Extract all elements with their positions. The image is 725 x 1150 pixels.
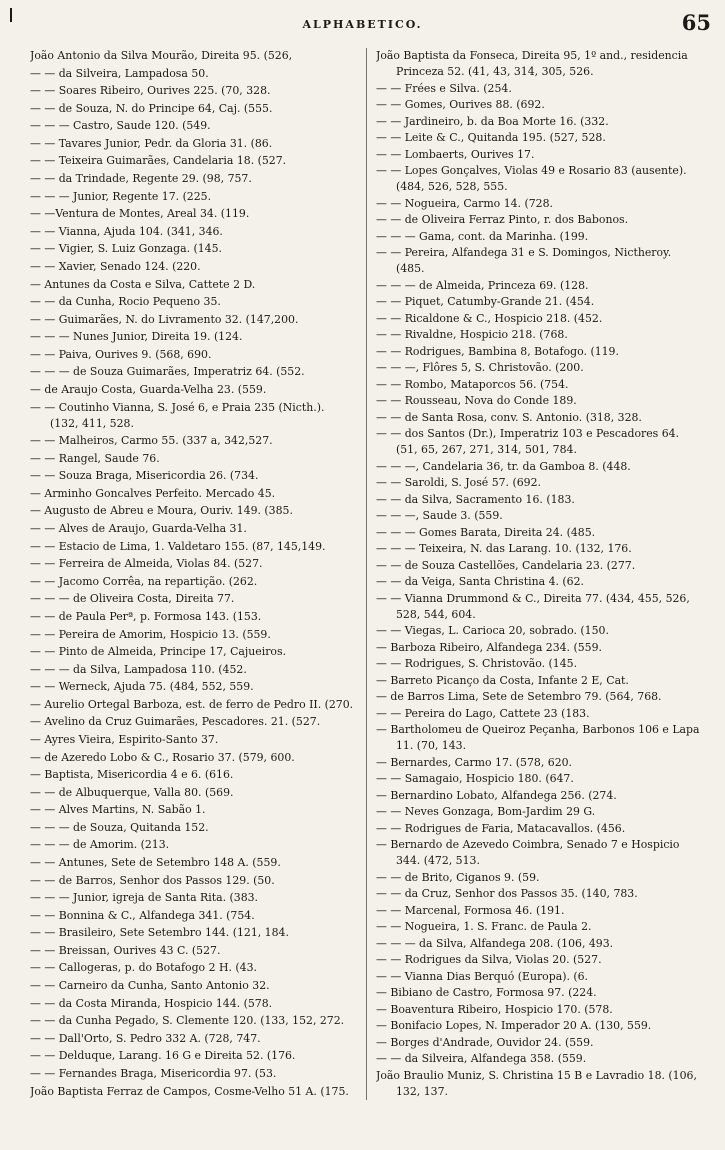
directory-entry: — — Rombo, Mataporcos 56. (754.: [376, 377, 569, 391]
directory-entry: — de Azeredo Lobo & C., Rosario 37. (579, 600.: [30, 750, 295, 764]
directory-entry: — — Rodrigues da Silva, Violas 20. (527.: [376, 953, 602, 966]
directory-entry: — — Neves Gonzaga, Bom-Jardim 29 G.: [376, 805, 596, 818]
directory-entry: — de Barros Lima, Sete de Setembro 79. (564, 768.: [376, 690, 662, 703]
directory-entry: — — — Junior, Regente 17. (225.: [30, 189, 212, 203]
directory-entry: — — — de Souza, Quitanda 152.: [30, 820, 209, 834]
directory-entry: — — Rousseau, Nova do Conde 189.: [376, 394, 577, 407]
directory-entry: — — — Nunes Junior, Direita 19. (124.: [30, 330, 243, 344]
directory-entry: João Braulio Muniz, S. Christina 15 B e Lavradio 18. (106, 132, 137.: [376, 1068, 697, 1098]
directory-entry: — Barboza Ribeiro, Alfandega 234. (559.: [376, 640, 602, 654]
directory-entry: — — Ricaldone & C., Hospicio 218. (452.: [376, 311, 603, 325]
directory-entry: — Bartholomeu de Queiroz Peçanha, Barbonos 106 e Lapa 11. (70, 143.: [376, 723, 700, 752]
directory-entry: — Barreto Picanço da Costa, Infante 2 E, Cat.: [376, 673, 629, 687]
directory-entry: — Ayres Vieira, Espirito-Santo 37.: [30, 732, 219, 746]
directory-entry: — — — Junior, igreja de Santa Rita. (383.: [30, 891, 259, 905]
directory-entry: — — Pereira do Lago, Cattete 23 (183.: [376, 706, 590, 720]
directory-entry: — Borges d'Andrade, Ouvidor 24. (559.: [376, 1035, 594, 1049]
directory-entry: — — — de Almeida, Princeza 69. (128.: [376, 278, 589, 292]
directory-entry: — — Soares Ribeiro, Ourives 225. (70, 328.: [30, 84, 271, 98]
directory-entry: — — Teixeira Guimarães, Candelaria 18. (527.: [30, 154, 287, 168]
directory-entry: — — Rodrigues, Bambina 8, Botafogo. (119.: [376, 344, 619, 358]
directory-entry: — — de Santa Rosa, conv. S. Antonio. (318, 328.: [376, 410, 642, 424]
directory-entry: — — da Veiga, Santa Christina 4. (62.: [376, 575, 584, 588]
left-column: [30, 48, 356, 1100]
directory-entry: — — Paiva, Ourives 9. (568, 690.: [30, 347, 212, 361]
directory-entry: — Antunes da Costa e Silva, Cattete 2 D.: [30, 277, 256, 291]
directory-entry: João Baptista Ferraz de Campos, Cosme-Velho 51 A. (175.: [30, 1084, 349, 1098]
directory-entry: — — — da Silva, Alfandega 208. (106, 493.: [376, 936, 614, 950]
directory-entry: — Bernardo de Azevedo Coimbra, Senado 7 e Hospicio 344. (472, 513.: [376, 838, 680, 867]
directory-entry: — — Dall'Orto, S. Pedro 332 A. (728, 747.: [30, 1031, 261, 1045]
directory-entry: — — Vianna Drummond & C., Direita 77. (434, 455, 526, 528, 544, 604.: [376, 591, 690, 621]
directory-entry: — Aurelio Ortegal Barboza, est. de ferro de Pedro II. (270.: [30, 697, 354, 711]
directory-entry: — — Rangel, Saude 76.: [30, 451, 160, 465]
directory-entry: — — —, Saude 3. (559.: [376, 509, 503, 522]
directory-entry: — — de Souza Castellões, Candelaria 23. (277.: [376, 558, 636, 572]
directory-entry: — — Brasileiro, Sete Setembro 144. (121, 184.: [30, 926, 289, 940]
directory-entry: — — Estacio de Lima, 1. Valdetaro 155. (87, 145,149.: [30, 539, 326, 553]
directory-entry: — — Pereira de Amorim, Hospicio 13. (559.: [30, 627, 271, 641]
directory-entry: — — da Silveira, Lampadosa 50.: [30, 66, 209, 80]
directory-entry: — Bonifacio Lopes, N. Imperador 20 A. (130, 559.: [376, 1019, 652, 1032]
directory-entry: — — Rodrigues de Faria, Matacavallos. (456.: [376, 821, 626, 835]
directory-entry: — — Rodrigues, S. Christovão. (145.: [376, 657, 578, 670]
directory-entry: — — Xavier, Senado 124. (220.: [30, 259, 201, 273]
directory-entry: — — Bonnina & C., Alfandega 341. (754.: [30, 908, 255, 922]
directory-entry: — — de Brito, Ciganos 9. (59.: [376, 870, 540, 884]
directory-entry: — — da Trindade, Regente 29. (98, 757.: [30, 172, 252, 186]
directory-entry: — — — Castro, Saude 120. (549.: [30, 119, 211, 133]
directory-entry: — — Marcenal, Formosa 46. (191.: [376, 903, 565, 917]
directory-entry: — — de Oliveira Ferraz Pinto, r. dos Babonos.: [376, 213, 629, 226]
directory-entry: — — Werneck, Ajuda 75. (484, 552, 559.: [30, 680, 254, 694]
directory-entry: — — da Silva, Sacramento 16. (183.: [376, 492, 575, 506]
directory-entry: — Baptista, Misericordia 4 e 6. (616.: [30, 768, 234, 782]
directory-entry: — — de Souza, N. do Principe 64, Caj. (555.: [30, 101, 273, 115]
directory-entry: — — Rivaldne, Hospicio 218. (768.: [376, 328, 568, 341]
directory-entry: — — da Cunha, Rocio Pequeno 35.: [30, 295, 221, 309]
directory-entry: — — Samagaio, Hospicio 180. (647.: [376, 772, 574, 785]
directory-entry: — — Gomes, Ourives 88. (692.: [376, 98, 545, 111]
directory-entry: — — de Albuquerque, Valla 80. (569.: [30, 785, 234, 799]
directory-entry: — — Fernandes Braga, Misericordia 97. (53.: [30, 1066, 277, 1080]
directory-entry: — — Carneiro da Cunha, Santo Antonio 32.: [30, 979, 270, 993]
directory-entry: — Bernardino Lobato, Alfandega 256. (274.: [376, 788, 617, 802]
directory-entry: — — — de Amorim. (213.: [30, 838, 170, 852]
directory-entry: — — Tavares Junior, Pedr. da Gloria 31. (86.: [30, 136, 273, 150]
directory-entry: — — Coutinho Vianna, S. José 6, e Praia 235 (Nicth.). (132, 411, 528.: [30, 400, 325, 430]
directory-entry: — — Vianna, Ajuda 104. (341, 346.: [30, 224, 223, 238]
directory-entry: — — — da Silva, Lampadosa 110. (452.: [30, 662, 247, 676]
directory-entry: — — Frées e Silva. (254.: [376, 81, 512, 95]
directory-entry: — — Delduque, Larang. 16 G e Direita 52. (176.: [30, 1049, 296, 1063]
directory-entry: — — Callogeras, p. do Botafogo 2 H. (43.: [30, 961, 257, 975]
page-header: [0, 8, 725, 36]
directory-entry: — Boaventura Ribeiro, Hospicio 170. (578.: [376, 1002, 613, 1016]
directory-entry: — — dos Santos (Dr.), Imperatriz 103 e Pescadores 64. (51, 65, 267, 271, 314, 501, 784.: [376, 427, 680, 456]
directory-entry: — — — de Oliveira Costa, Direita 77.: [30, 592, 235, 606]
directory-entry: — — —, Candelaria 36, tr. da Gamboa 8. (448.: [376, 459, 631, 473]
directory-columns: [30, 48, 710, 1100]
directory-entry: — — Alves de Araujo, Guarda-Velha 31.: [30, 522, 247, 536]
directory-entry: — — Jacomo Corrêa, na repartição. (262.: [30, 574, 258, 588]
directory-entry: — Bibiano de Castro, Formosa 97. (224.: [376, 986, 597, 999]
directory-entry: — Bernardes, Carmo 17. (578, 620.: [376, 755, 573, 769]
directory-entry: — — Jardineiro, b. da Boa Morte 16. (332.: [376, 114, 609, 128]
directory-entry: — — da Costa Miranda, Hospicio 144. (578.: [30, 996, 273, 1010]
directory-entry: — — Lopes Gonçalves, Violas 49 e Rosario 83 (ausente). (484, 526, 528, 555.: [376, 164, 687, 193]
page-number: 65: [681, 10, 711, 35]
directory-entry: — —Ventura de Montes, Areal 34. (119.: [30, 207, 250, 221]
directory-entry: — — Alves Martins, N. Sabão 1.: [30, 803, 206, 817]
directory-entry: — — da Cunha Pegado, S. Clemente 120. (133, 152, 272.: [30, 1014, 345, 1028]
directory-entry: — — Viegas, L. Carioca 20, sobrado. (150.: [376, 624, 609, 637]
directory-entry: — — —, Flôres 5, S. Christovão. (200.: [376, 361, 584, 374]
directory-entry: — — de Barros, Senhor dos Passos 129. (50.: [30, 873, 275, 887]
directory-entry: — Avelino da Cruz Guimarães, Pescadores. 21. (527.: [30, 715, 321, 729]
directory-entry: — — de Paula Perª, p. Formosa 143. (153.: [30, 609, 262, 623]
running-head: ALPHABETICO.: [302, 18, 423, 31]
directory-entry: — — Vigier, S. Luiz Gonzaga. (145.: [30, 242, 223, 256]
directory-entry: João Antonio da Silva Mourão, Direita 95. (526,: [30, 49, 293, 62]
directory-entry: — Augusto de Abreu e Moura, Ouriv. 149. (385.: [30, 504, 293, 518]
directory-entry: — — Breissan, Ourives 43 C. (527.: [30, 943, 221, 957]
directory-entry: — — Ferreira de Almeida, Violas 84. (527.: [30, 557, 263, 571]
directory-entry: — — Pinto de Almeida, Principe 17, Cajueiros.: [30, 645, 287, 659]
directory-entry: — — Leite & C., Quitanda 195. (527, 528.: [376, 131, 606, 144]
directory-entry: — — — Teixeira, N. das Larang. 10. (132, 176.: [376, 542, 632, 555]
directory-entry: — — Vianna Dias Berquó (Europa). (6.: [376, 969, 589, 983]
directory-entry: — Arminho Goncalves Perfeito. Mercado 45.: [30, 486, 276, 500]
directory-entry: — — Nogueira, 1. S. Franc. de Paula 2.: [376, 920, 592, 933]
directory-entry: — — Antunes, Sete de Setembro 148 A. (559.: [30, 856, 281, 870]
directory-entry: — — Saroldi, S. José 57. (692.: [376, 476, 541, 489]
right-column: [376, 48, 702, 1100]
directory-entry: — — Pereira, Alfandega 31 e S. Domingos, Nictheroy. (485.: [376, 246, 672, 275]
directory-entry: — — — Gomes Barata, Direita 24. (485.: [376, 525, 596, 539]
directory-entry: — — — Gama, cont. da Marinha. (199.: [376, 229, 589, 243]
directory-entry: — — Piquet, Catumby-Grande 21. (454.: [376, 295, 595, 308]
directory-entry: — — da Cruz, Senhor dos Passos 35. (140, 783.: [376, 887, 638, 900]
directory-entry: — — da Silveira, Alfandega 358. (559.: [376, 1052, 587, 1065]
directory-entry: — — Nogueira, Carmo 14. (728.: [376, 196, 553, 210]
directory-entry: João Baptista da Fonseca, Direita 95, 1º and., residencia Princeza 52. (41, 43, 314, 305, 526.: [376, 49, 688, 78]
column-divider: [366, 48, 367, 1100]
directory-entry: — — — de Souza Guimarães, Imperatriz 64. (552.: [30, 365, 305, 379]
directory-entry: — — Lombaerts, Ourives 17.: [376, 147, 535, 161]
directory-entry: — — Souza Braga, Misericordia 26. (734.: [30, 469, 259, 483]
directory-entry: — — Malheiros, Carmo 55. (337 a, 342,527.: [30, 434, 273, 448]
directory-entry: — — Guimarães, N. do Livramento 32. (147,200.: [30, 312, 299, 326]
directory-entry: — de Araujo Costa, Guarda-Velha 23. (559.: [30, 382, 267, 396]
